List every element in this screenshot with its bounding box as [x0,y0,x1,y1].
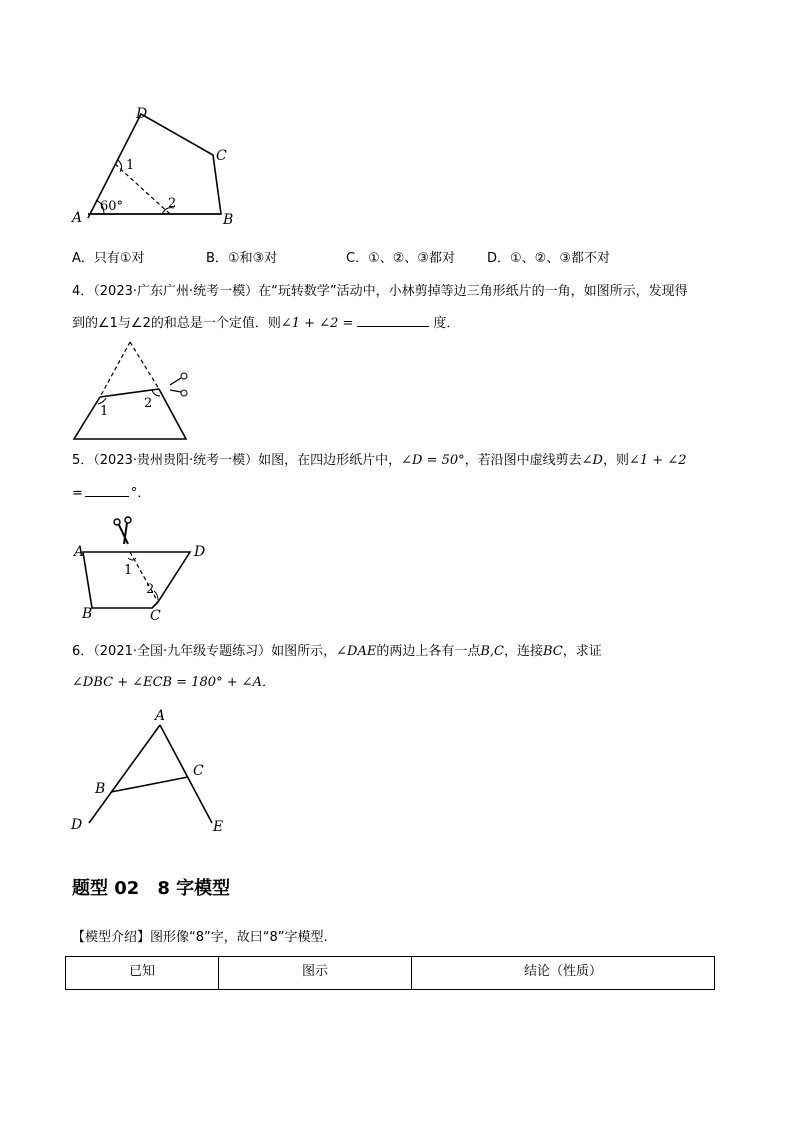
label-D: D [194,544,206,560]
q6-line1: 6．（2021·全国·九年级专题练习）如图所示，∠DAE的两边上各有一点B,C，连接BC，求证 [72,644,602,659]
label-A: A [155,708,166,724]
answer-blank [357,313,429,327]
option-b: B．①和③对 [206,251,278,266]
q4-line2: 到的∠1与∠2的和总是一个定值．则∠1 + ∠2 = 度． [72,313,459,333]
table-header-conclusion: 结论（性质） [412,957,715,990]
label-A: A [72,210,83,226]
table-header-known: 已知 [66,957,219,990]
label-C: C [193,763,204,779]
label-C: C [216,148,227,164]
table-header-figure: 图示 [219,957,412,990]
trapezoid-figure [70,514,220,624]
label-B: B [95,781,106,797]
label-E: E [213,819,224,835]
option-c: C．①、②、③都对 [346,251,456,266]
model-intro: 【模型介绍】图形像“8”字，故曰“8”字模型. [72,930,328,945]
triangle-figure [68,340,198,445]
label-D: D [71,817,83,833]
label-B: B [223,212,234,228]
angle-2-label: 2 [146,582,155,597]
q4-line1: 4．（2023·广东广州·统考一模）在“玩转数学”活动中，小林剪掉等边三角形纸片的一角，如图所示，发现得 [72,284,688,299]
label-C: C [150,608,161,624]
angle-1-label: 1 [100,404,109,419]
angle-60-label: 60° [100,199,124,214]
angle-2-label: 2 [144,396,153,411]
answer-blank [85,483,129,497]
q6-line2: ∠DBC + ∠ECB = 180° + ∠A． [72,675,276,690]
angle-1-label: 1 [126,158,135,173]
angle-1-label: 1 [124,563,133,578]
angle-2-label: 2 [168,196,177,211]
section-heading: 题型 02 8 字模型 [72,878,231,899]
angle-figure [65,705,240,840]
model-table [65,956,715,990]
q5-line1: 5．（2023·贵州贵阳·统考一模）如图，在四边形纸片中，∠D = 50°，若沿图中虚线剪去∠D，则∠1 + ∠2 [72,453,687,468]
option-d: D．①、②、③都不对 [487,251,610,266]
label-B: B [82,606,93,622]
q5-line2: = °． [72,483,150,503]
quadrilateral-figure [60,100,260,230]
option-a: A．只有①对 [72,251,145,266]
label-A: A [74,544,85,560]
label-D: D [136,106,148,122]
scissors-icon [114,517,131,544]
